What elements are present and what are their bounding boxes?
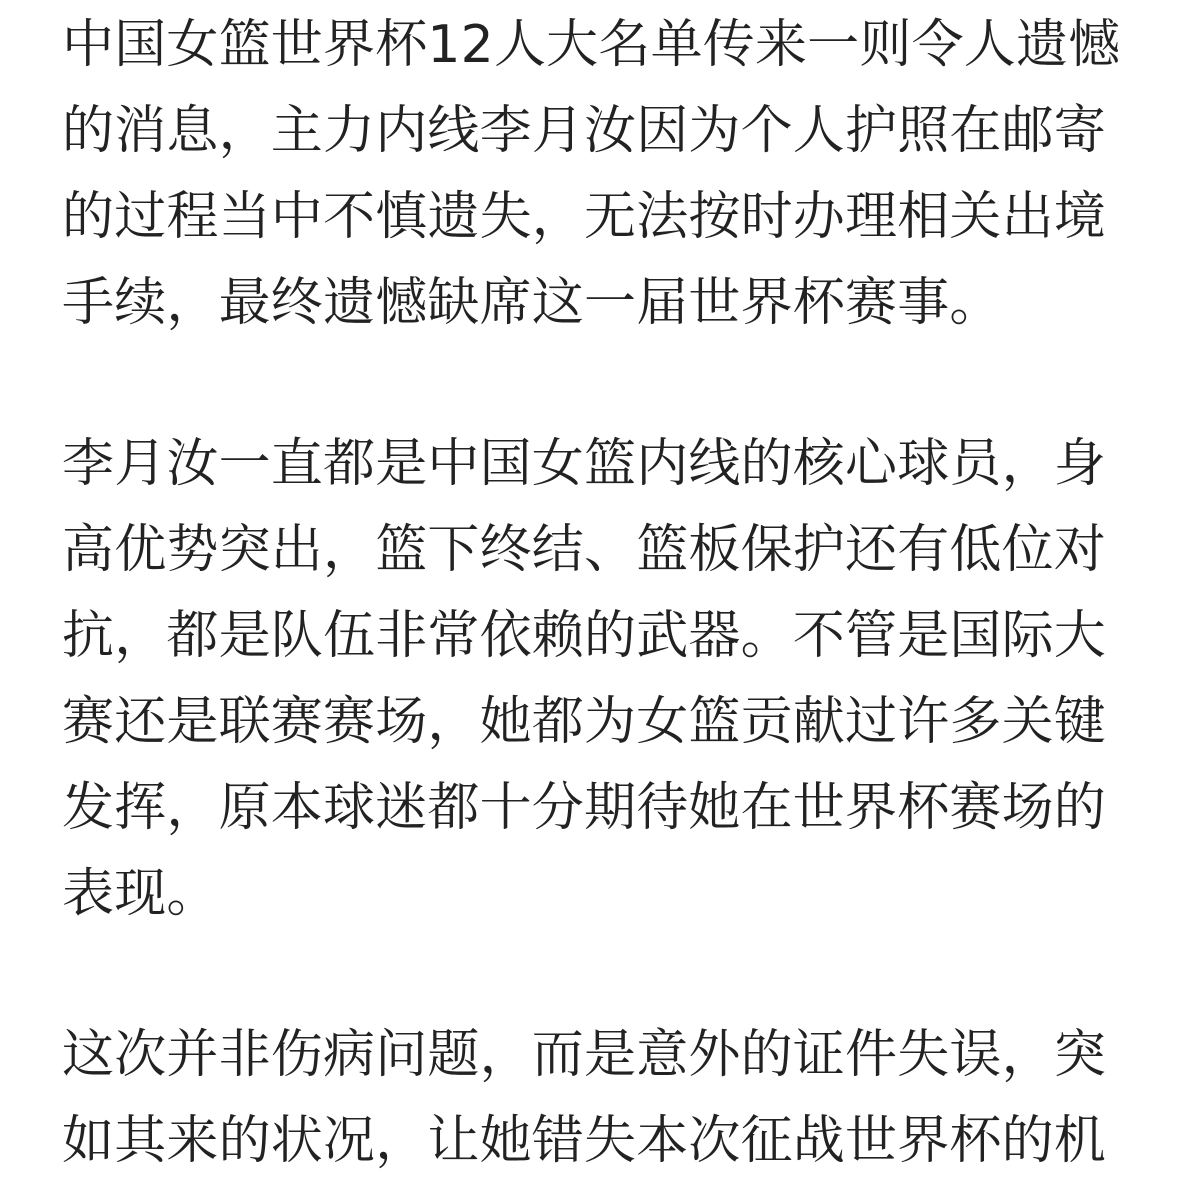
paragraph-line: 如其来的状况，让她错失本次征战世界杯的机 — [62, 1111, 1107, 1171]
paragraph-3 — [62, 1012, 1122, 1184]
paragraph-line: 发挥，原本球迷都十分期待她在世界杯赛场的 — [62, 778, 1107, 838]
paragraph-line: 的消息，主力内线李月汝因为个人护照在邮寄 — [62, 101, 1107, 161]
paragraph-line: 手续，最终遗憾缺席这一届世界杯赛事。 — [62, 273, 1002, 333]
paragraph-line: 中国女篮世界杯12人大名单传来一则令人遗憾 — [62, 15, 1121, 75]
article-body — [62, 2, 1122, 1184]
paragraph-line: 赛还是联赛赛场，她都为女篮贡献过许多关键 — [62, 692, 1107, 752]
paragraph-line: 表现。 — [62, 864, 219, 924]
paragraph-line: 的过程当中不慎遗失，无法按时办理相关出境 — [62, 187, 1107, 247]
paragraph-line: 高优势突出，篮下终结、篮板保护还有低位对 — [62, 520, 1107, 580]
paragraph-2 — [62, 421, 1122, 937]
paragraph-line: 李月汝一直都是中国女篮内线的核心球员，身 — [62, 434, 1107, 494]
paragraph-line: 这次并非伤病问题，而是意外的证件失误，突 — [62, 1025, 1107, 1085]
paragraph-1 — [62, 2, 1122, 346]
paragraph-line: 抗，都是队伍非常依赖的武器。不管是国际大 — [62, 606, 1107, 666]
